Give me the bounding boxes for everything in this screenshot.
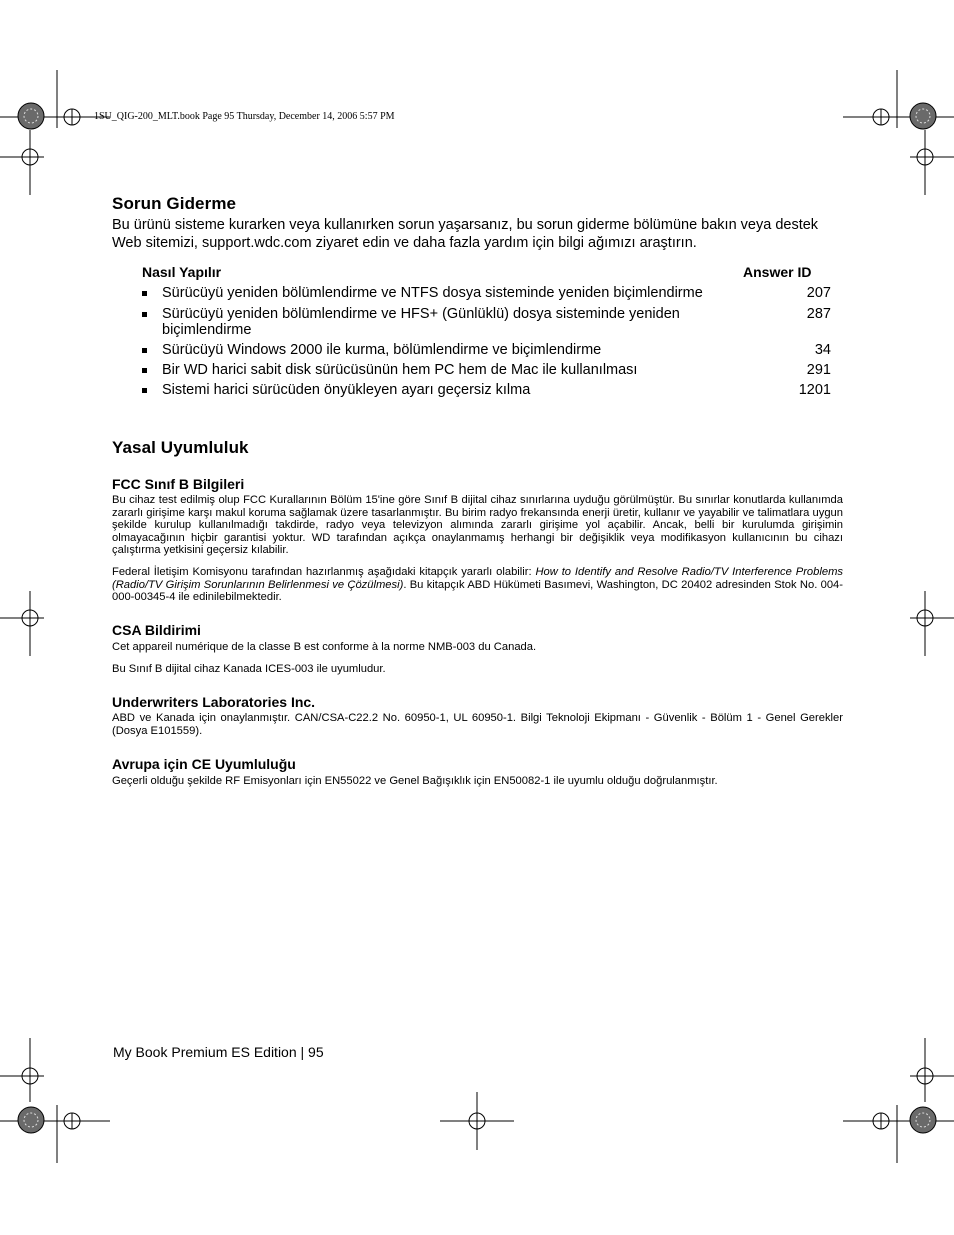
list-item-text: Sürücüyü yeniden bölümlendirme ve NTFS dosya sisteminde yeniden biçimlendirme — [162, 285, 703, 301]
csa-paragraph-tr: Bu Sınıf B dijital cihaz Kanada ICES-003 ile uyumludur. — [112, 663, 386, 675]
list-item-text: Sürücüyü Windows 2000 ile kurma, bölümlendirme ve biçimlendirme — [162, 342, 602, 358]
answer-id: 1201 — [798, 382, 831, 398]
fcc-booklet-intro: Federal İletişim Komisyonu tarafından hazırlanmış aşağıdaki kitapçık yararlı olabilir: — [112, 566, 536, 578]
column-header-answer-id: Answer ID — [743, 264, 812, 280]
ce-title: Avrupa için CE Uyumluluğu — [112, 756, 296, 772]
csa-paragraph-fr: Cet appareil numérique de la classe B est conforme à la norme NMB-003 du Canada. — [112, 641, 537, 653]
list-item-text: Sürücüyü yeniden bölümlendirme ve HFS+ (Günlüklü) dosya sisteminde yeniden biçimlendirme — [162, 306, 680, 338]
list-item-text: Sistemi harici sürücüden önyükleyen ayarı geçersiz kılma — [162, 382, 531, 398]
column-header-how: Nasıl Yapılır — [142, 264, 222, 280]
ce-paragraph: Geçerli olduğu şekilde RF Emisyonları için EN55022 ve Genel Bağışıklık için EN50082-1 ile uyumlu olduğu doğrulanmıştır. — [112, 775, 718, 787]
bullet-icon — [142, 368, 147, 373]
list-item-text: Bir WD harici sabit disk sürücüsünün hem PC hem de Mac ile kullanılması — [162, 362, 638, 378]
troubleshooting-title: Sorun Giderme — [112, 194, 237, 213]
fcc-booklet-paragraph — [112, 566, 843, 604]
bullet-icon — [142, 348, 147, 353]
print-slug: 1SU_QIG-200_MLT.book Page 95 Thursday, December 14, 2006 5:57 PM — [94, 111, 395, 122]
troubleshooting-intro: Bu ürünü sisteme kurarken veya kullanırken sorun yaşarsanız, bu sorun giderme bölümüne bakın veya destek Web sitemizi, support.wdc.com ziyaret edin ve daha fazla yardım için bilgi ağımızı araştırın. — [112, 217, 819, 251]
bullet-icon — [142, 291, 147, 296]
answer-id: 207 — [806, 285, 831, 301]
fcc-paragraph: Bu cihaz test edilmiş olup FCC Kurallarının Bölüm 15'ine göre Sınıf B dijital cihaz sınırlarına uyduğu görülmüştür. Bu sınırlar konutlarda kullanımda zararlı girişime karşı makul koruma sağlamak üzere tasarlanmıştır. Bu birim radyo frekansında enerji üretir, kullanır ve yayabilir ve talimatlara uygun şekilde kurulup kullanılmadığı takdirde, radyo veya televizyon alımında zararlı girişime yol açabilir. Ancak, belli bir kurulumda girişimin olmayacağının hiçbir garantisi yoktur. WD tarafından açıkça onaylanmamış herhangi bir değişiklik veya modifikasyon kullanıcının bu cihazı çalıştırma yetkisini geçersiz kılabilir. — [112, 494, 843, 557]
ul-paragraph: ABD ve Kanada için onaylanmıştır. CAN/CSA-C22.2 No. 60950-1, UL 60950-1. Bilgi Teknoloji Ekipmanı - Güvenlik - Bölüm 1 - Genel Gerekler (Dosya E101559). — [112, 712, 843, 737]
fcc-booklet-source: . Bu kitapçık ABD Hükümeti Basımevi, Washington, DC 20402 adresinden Stok No. 004-000-00345-4 ile edinilebilmektedir. — [112, 578, 843, 604]
fcc-booklet-title: How to Identify and Resolve Radio/TV Interference Problems (Radio/TV Girişim Sorunlarının Belirlenmesi ve Çözülmesi) — [112, 566, 843, 591]
fcc-title: FCC Sınıf B Bilgileri — [112, 476, 245, 492]
answer-id: 291 — [806, 362, 831, 378]
compliance-title: Yasal Uyumluluk — [112, 438, 249, 457]
ul-title: Underwriters Laboratories Inc. — [112, 694, 316, 710]
bullet-icon — [142, 388, 147, 393]
answer-id: 287 — [806, 306, 831, 322]
bullet-icon — [142, 312, 147, 317]
csa-title: CSA Bildirimi — [112, 622, 201, 638]
answer-id: 34 — [814, 342, 831, 358]
page-footer: My Book Premium ES Edition | 95 — [113, 1044, 324, 1060]
